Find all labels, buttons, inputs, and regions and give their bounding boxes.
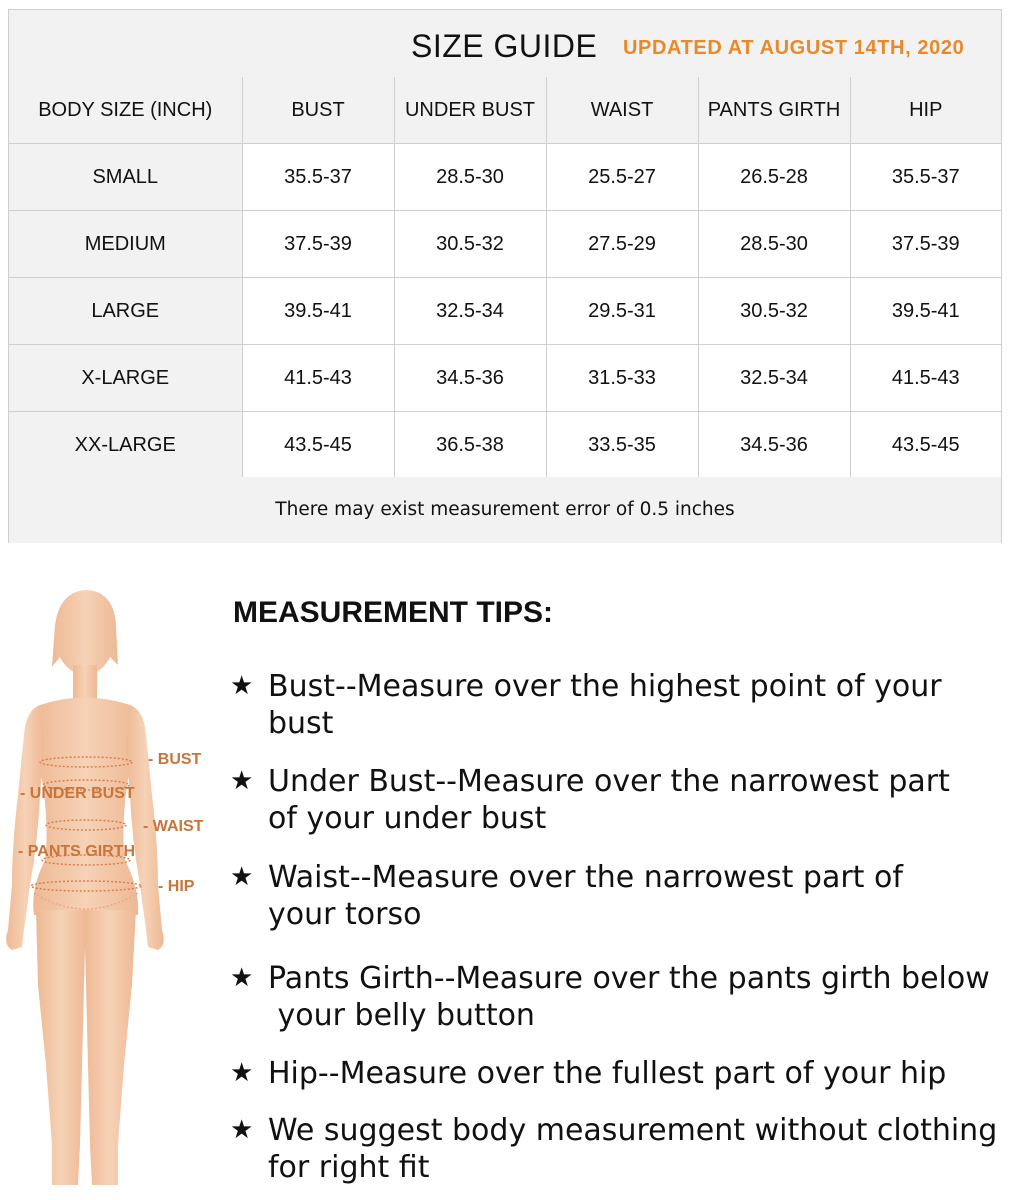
table-cell: 34.5-36 xyxy=(394,345,546,412)
tip-text: We suggest body measurement without clothing for right fit xyxy=(268,1113,998,1185)
tips-heading: MEASUREMENT TIPS: xyxy=(233,596,554,629)
table-cell: 43.5-45 xyxy=(242,412,394,479)
table-cell: 34.5-36 xyxy=(698,412,850,479)
table-cell: 25.5-27 xyxy=(546,144,698,211)
tip-text: Bust--Measure over the highest point of your bust xyxy=(268,669,942,741)
size-guide-title-row xyxy=(9,10,1001,78)
tip-text: Pants Girth--Measure over the pants girth below your belly button xyxy=(268,961,990,1033)
tip-hip xyxy=(230,1055,1005,1092)
bust-label: - BUST xyxy=(148,751,202,768)
table-cell: 32.5-34 xyxy=(698,345,850,412)
table-cell: 39.5-41 xyxy=(850,278,1001,345)
table-cell: 27.5-29 xyxy=(546,211,698,278)
star-icon: ★ xyxy=(230,671,254,701)
table-cell: 35.5-37 xyxy=(242,144,394,211)
table-cell: 26.5-28 xyxy=(698,144,850,211)
hip-label: - HIP xyxy=(158,878,195,895)
table-cell: 35.5-37 xyxy=(850,144,1001,211)
under-bust-label: - UNDER BUST xyxy=(20,785,135,802)
table-cell: 30.5-32 xyxy=(698,278,850,345)
table-row xyxy=(9,345,1001,412)
table-cell: 41.5-43 xyxy=(850,345,1001,412)
waist-label: - WAIST xyxy=(143,818,204,835)
star-icon: ★ xyxy=(230,963,254,993)
size-guide-table xyxy=(8,9,1002,543)
body-figure xyxy=(0,585,230,1200)
table-cell: 36.5-38 xyxy=(394,412,546,479)
size-name-cell: SMALL xyxy=(9,144,242,211)
header-cell: PANTS GIRTH xyxy=(698,77,850,144)
table-cell: 28.5-30 xyxy=(394,144,546,211)
table-cell: 31.5-33 xyxy=(546,345,698,412)
table-row xyxy=(9,144,1001,211)
star-icon: ★ xyxy=(230,862,254,892)
table-cell: 37.5-39 xyxy=(242,211,394,278)
header-cell: BUST xyxy=(242,77,394,144)
measurement-error-note: There may exist measurement error of 0.5 inches xyxy=(9,477,1001,543)
size-name-cell: MEDIUM xyxy=(9,211,242,278)
tip-no-clothing xyxy=(230,1112,1005,1186)
pants-girth-label: - PANTS GIRTH xyxy=(18,843,136,860)
table-cell: 30.5-32 xyxy=(394,211,546,278)
size-grid xyxy=(9,77,1001,479)
header-cell: UNDER BUST xyxy=(394,77,546,144)
table-cell: 39.5-41 xyxy=(242,278,394,345)
size-name-cell: LARGE xyxy=(9,278,242,345)
size-name-cell: XX-LARGE xyxy=(9,412,242,479)
tip-text: Hip--Measure over the fullest part of your hip xyxy=(268,1056,947,1091)
table-cell: 41.5-43 xyxy=(242,345,394,412)
body-silhouette xyxy=(0,585,230,1200)
header-cell: HIP xyxy=(850,77,1001,144)
star-icon: ★ xyxy=(230,1058,254,1088)
table-cell: 37.5-39 xyxy=(850,211,1001,278)
table-row xyxy=(9,211,1001,278)
updated-date: UPDATED AT AUGUST 14TH, 2020 xyxy=(623,37,965,59)
tip-under-bust xyxy=(230,763,1005,837)
tip-text: Under Bust--Measure over the narrowest part of your under bust xyxy=(268,764,950,836)
star-icon: ★ xyxy=(230,1115,254,1145)
star-icon: ★ xyxy=(230,766,254,796)
table-cell: 33.5-35 xyxy=(546,412,698,479)
tip-text: Waist--Measure over the narrowest part of your torso xyxy=(268,860,903,932)
header-row xyxy=(9,77,1001,144)
header-cell: BODY SIZE (INCH) xyxy=(9,77,242,144)
tip-bust xyxy=(230,668,1005,742)
table-cell: 43.5-45 xyxy=(850,412,1001,479)
table-row xyxy=(9,278,1001,345)
size-guide-title: SIZE GUIDE xyxy=(411,28,598,64)
table-cell: 28.5-30 xyxy=(698,211,850,278)
tip-waist xyxy=(230,859,1005,933)
size-name-cell: X-LARGE xyxy=(9,345,242,412)
table-row xyxy=(9,412,1001,479)
tip-pants-girth xyxy=(230,960,1005,1034)
header-cell: WAIST xyxy=(546,77,698,144)
table-cell: 29.5-31 xyxy=(546,278,698,345)
table-cell: 32.5-34 xyxy=(394,278,546,345)
